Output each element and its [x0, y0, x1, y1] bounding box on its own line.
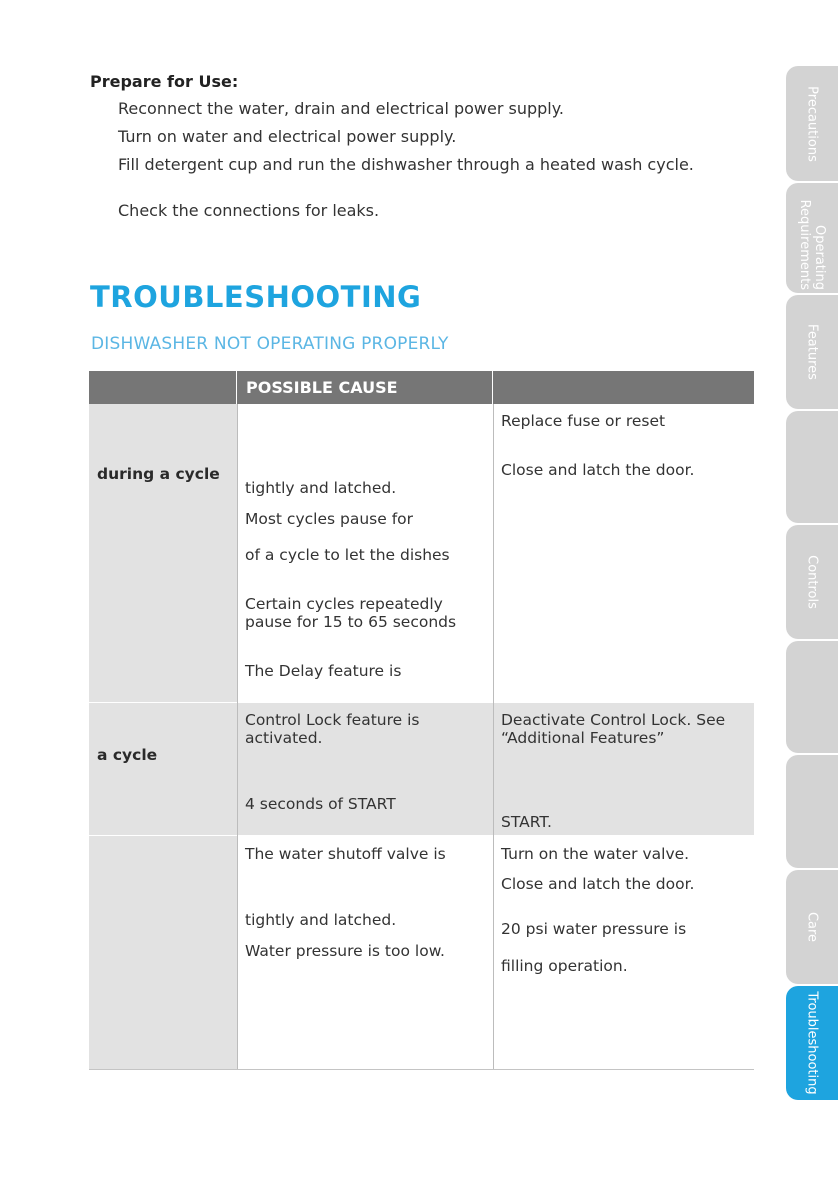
prepare-step: Check the connections for leaks.	[118, 201, 380, 220]
table-row-cause: tightly and latched.	[245, 479, 397, 497]
tab-blank[interactable]	[786, 755, 838, 868]
table-row-cause: 4 seconds of START	[245, 795, 396, 813]
table-bottom-rule	[89, 1069, 754, 1070]
table-row-cause: Certain cycles repeatedly pause for 15 to 65 seconds	[245, 595, 457, 631]
table-row-solution: Close and latch the door.	[501, 875, 695, 893]
tab-label: Operating Requirements	[797, 199, 827, 290]
tab-label: Features	[804, 324, 820, 380]
tab-operating-requirements[interactable]	[786, 183, 838, 293]
table-row-cause: The Delay feature is	[245, 662, 402, 680]
tab-precautions[interactable]	[786, 66, 838, 181]
tab-controls[interactable]	[786, 525, 838, 639]
prepare-step: Turn on water and electrical power supply.	[118, 127, 457, 146]
prepare-title: Prepare for Use:	[90, 72, 239, 91]
tab-care[interactable]	[786, 870, 838, 984]
problem-column-bg	[89, 404, 237, 1070]
header-divider	[492, 371, 493, 404]
row-divider	[89, 835, 237, 836]
tab-label: Care	[804, 911, 820, 943]
column-divider	[493, 404, 494, 1070]
tab-blank[interactable]	[786, 411, 838, 523]
tab-features[interactable]	[786, 295, 838, 409]
table-row-cause: Control Lock feature is activated.	[245, 711, 420, 747]
table-row-problem: a cycle	[97, 746, 158, 764]
table-row-solution: 20 psi water pressure is	[501, 920, 687, 938]
table-row-cause: tightly and latched.	[245, 911, 397, 929]
row-divider	[89, 702, 237, 703]
table-row-cause: The water shutoff valve is	[245, 845, 446, 863]
table-row-problem: during a cycle	[97, 465, 220, 483]
tab-label: Troubleshooting	[804, 991, 820, 1095]
header-possible-cause: POSSIBLE CAUSE	[246, 378, 398, 397]
table-header	[89, 371, 754, 404]
table-row-solution: START.	[501, 813, 552, 831]
prepare-step: Fill detergent cup and run the dishwasher through a heated wash cycle.	[118, 155, 694, 174]
table-row-solution: filling operation.	[501, 957, 628, 975]
tab-troubleshooting[interactable]	[786, 986, 838, 1100]
tab-label: Controls	[804, 555, 820, 609]
page-title: TROUBLESHOOTING	[90, 280, 422, 314]
table-row-cause: of a cycle to let the dishes	[245, 546, 450, 564]
column-divider	[237, 404, 238, 1070]
tab-label: Precautions	[804, 85, 820, 162]
prepare-step: Reconnect the water, drain and electrical power supply.	[118, 99, 565, 118]
table-row-cause: Most cycles pause for	[245, 510, 414, 528]
section-subtitle: DISHWASHER NOT OPERATING PROPERLY	[91, 334, 449, 354]
table-row-solution: Deactivate Control Lock. See “Additional Features”	[501, 711, 726, 747]
tab-blank[interactable]	[786, 641, 838, 753]
table-row-cause: Water pressure is too low.	[245, 942, 445, 960]
header-divider	[236, 371, 237, 404]
table-row-solution: Replace fuse or reset	[501, 412, 666, 430]
table-row-solution: Close and latch the door.	[501, 461, 695, 479]
table-row-solution: Turn on the water valve.	[501, 845, 690, 863]
